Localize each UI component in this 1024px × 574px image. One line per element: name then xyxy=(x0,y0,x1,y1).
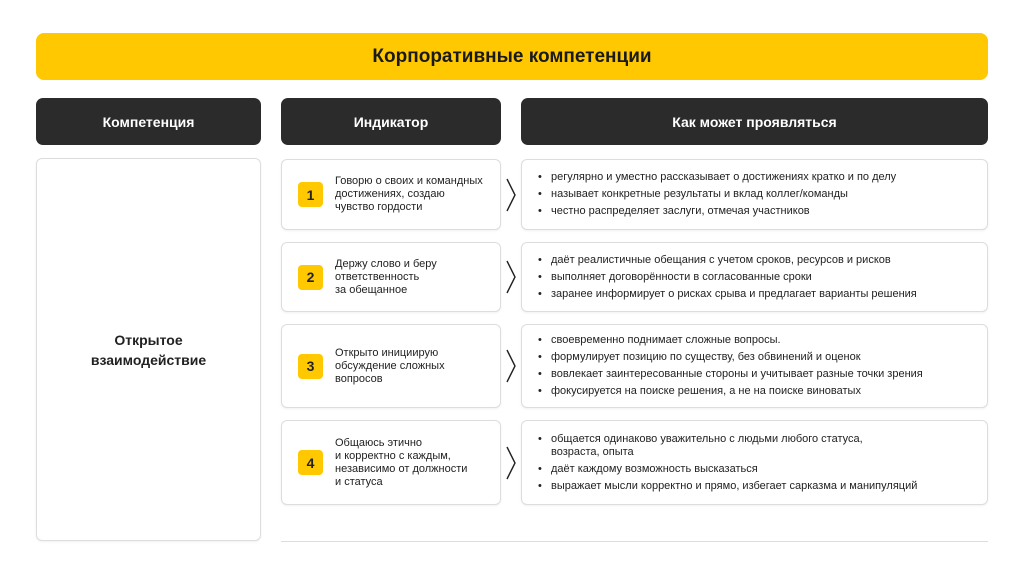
manifest-list xyxy=(521,324,988,408)
list-item: • вовлекает заинтересованные стороны и учитывает разные точки зрения xyxy=(538,368,987,381)
list-item: • называет конкретные результаты и вклад коллег/команды xyxy=(538,188,987,201)
header-competence: Компетенция xyxy=(36,98,261,145)
indicator-cell xyxy=(281,242,501,312)
header-manifest: Как может проявляться xyxy=(521,98,988,145)
manifest-list xyxy=(521,242,988,312)
list-item: • выполняет договорённости в согласованные сроки xyxy=(538,271,987,284)
indicator-text: Говорю о своих и командных достижениях, создаю чувство гордости xyxy=(335,175,483,213)
list-item: • даёт реалистичные обещания с учетом сроков, ресурсов и рисков xyxy=(538,254,987,267)
chevron-right-icon xyxy=(505,178,517,212)
list-item: • честно распределяет заслуги, отмечая участников xyxy=(538,205,987,218)
list-item: • общается одинаково уважительно с людьми любого статуса, возраста, опыта xyxy=(538,433,987,459)
indicator-number: 3 xyxy=(298,354,323,379)
competence-cell: Открытое взаимодействие xyxy=(36,158,261,541)
indicator-number: 2 xyxy=(298,265,323,290)
indicator-cell xyxy=(281,324,501,408)
indicator-cell xyxy=(281,420,501,505)
page-title: Корпоративные компетенции xyxy=(36,33,988,80)
list-item: • регулярно и уместно рассказывает о достижениях кратко и по делу xyxy=(538,171,987,184)
list-item: • заранее информирует о рисках срыва и предлагает варианты решения xyxy=(538,288,987,301)
header-indicator: Индикатор xyxy=(281,98,501,145)
indicator-text: Держу слово и беру ответственность за обещанное xyxy=(335,257,437,296)
list-item: • выражает мысли корректно и прямо, избегает сарказма и манипуляций xyxy=(538,480,987,493)
list-item: • фокусируется на поиске решения, а не на поиске виноватых xyxy=(538,385,987,398)
list-item: • даёт каждому возможность высказаться xyxy=(538,463,987,476)
indicator-number: 4 xyxy=(298,450,323,475)
chevron-right-icon xyxy=(505,260,517,294)
manifest-list xyxy=(521,420,988,505)
indicator-cell xyxy=(281,159,501,230)
indicator-text: Общаюсь этично и корректно с каждым, независимо от должности и статуса xyxy=(335,436,468,488)
list-item: • формулирует позицию по существу, без обвинений и оценок xyxy=(538,351,987,364)
list-item: • своевременно поднимает сложные вопросы. xyxy=(538,334,987,347)
manifest-list xyxy=(521,159,988,230)
indicator-text: Открыто инициирую обсуждение сложных вопросов xyxy=(335,346,445,385)
chevron-right-icon xyxy=(505,349,517,383)
divider xyxy=(281,541,988,542)
indicator-number: 1 xyxy=(298,182,323,207)
chevron-right-icon xyxy=(505,446,517,480)
